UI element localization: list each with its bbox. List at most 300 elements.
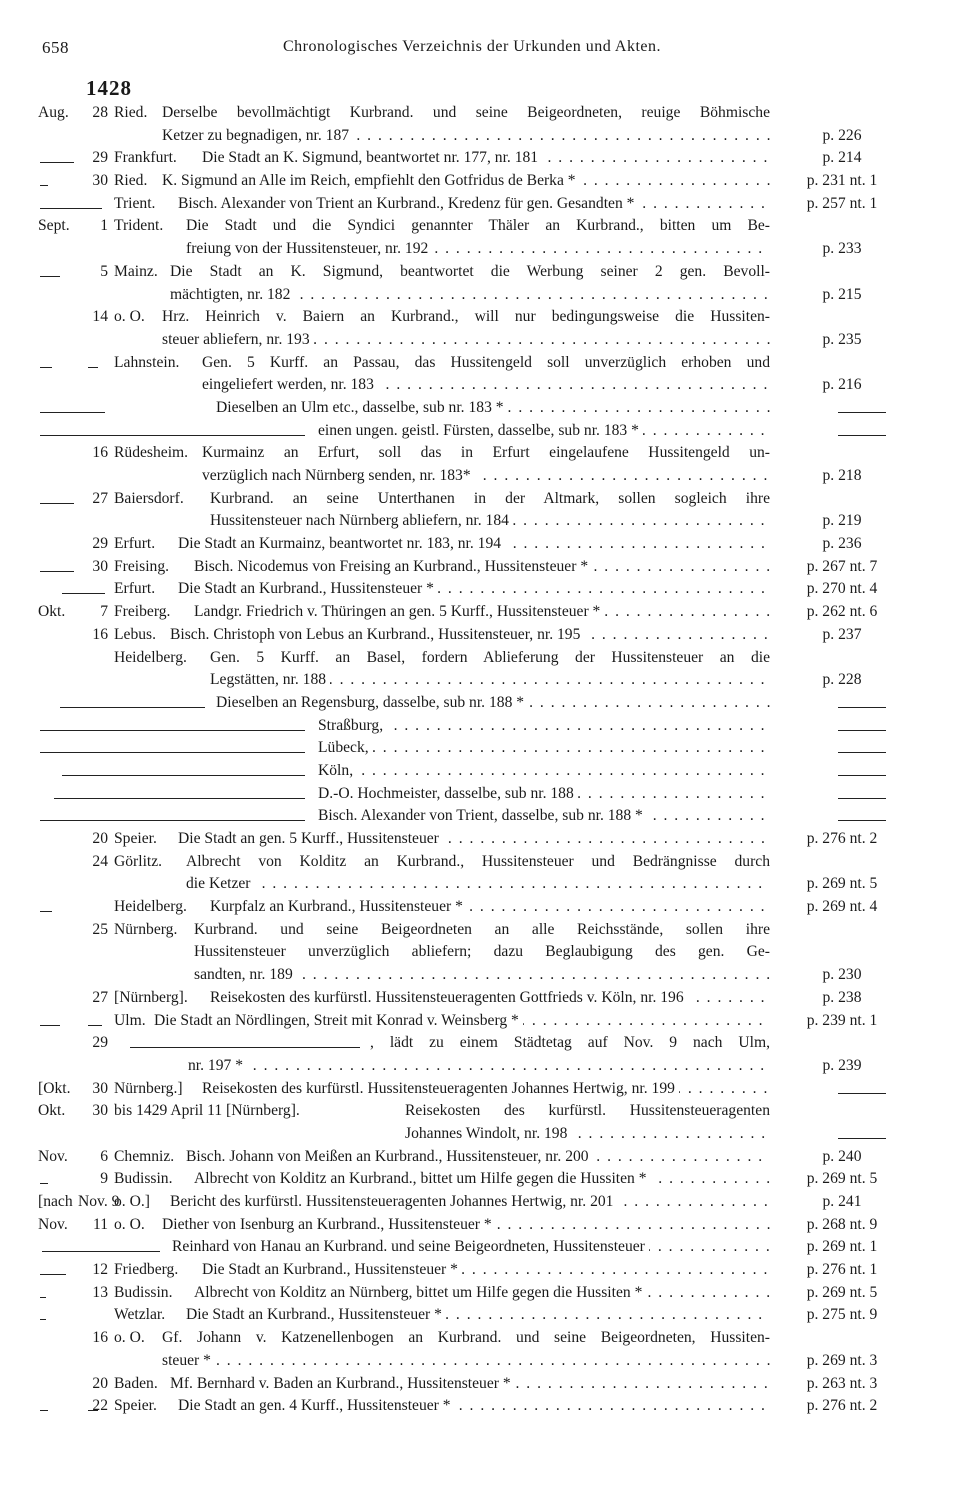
ditto-dash	[40, 730, 305, 731]
entry-text-run: Bisch. Alexander von Trient, dasselbe, sub nr. 188 *	[318, 807, 647, 824]
entry-place: Frankfurt.	[114, 149, 177, 167]
entry-place: Budissin.	[114, 1283, 173, 1301]
entry-text	[216, 692, 770, 715]
entry-text	[202, 1078, 770, 1101]
entry-line	[0, 284, 960, 307]
ditto-dash	[62, 775, 305, 776]
entry-text	[162, 329, 770, 352]
entry-line	[0, 1032, 960, 1055]
entry-day: 7	[100, 603, 108, 621]
entry-line	[0, 578, 960, 601]
entry-line	[0, 805, 960, 828]
entry-line	[0, 397, 960, 420]
entry-text: Gen. 5 Kurff. an Passau, das Hussitengeld soll unverzüglich erhoben und	[202, 353, 770, 371]
entry-text	[210, 896, 770, 919]
entry-text	[162, 1350, 770, 1373]
entry-text-run: Dieselben an Regensburg, dasselbe, sub nr. 188 *	[216, 694, 528, 711]
entry-day: 27	[92, 489, 108, 507]
entry-day: 16	[92, 1329, 108, 1347]
entry-line	[0, 601, 960, 624]
entry-day: 24	[92, 852, 108, 870]
entry-place: Baden.	[114, 1374, 158, 1392]
entry-line	[0, 737, 960, 760]
calendar-entry	[0, 1327, 960, 1372]
entry-day: 14	[92, 308, 108, 326]
entry-text	[202, 147, 770, 170]
entry-day: 29	[92, 149, 108, 167]
entry-text-run: sandten, nr. 189	[194, 966, 297, 983]
entry-place: bis 1429 April 11 [Nürnberg].	[114, 1102, 300, 1120]
entry-line	[0, 147, 960, 170]
calendar-entry	[0, 442, 960, 487]
entry-day: 16	[92, 444, 108, 462]
entry-text	[318, 760, 770, 783]
entry-text: Hussitensteuer unverzüglich abliefern; dazu Beglaubigung des gen. Ge-	[194, 943, 770, 961]
page-reference: p. 262 nt. 6	[806, 603, 878, 621]
entry-text-run: Die Stadt an Kurmainz, beantwortet nr. 183, nr. 194	[178, 535, 505, 552]
entry-text-run: K. Sigmund an Alle im Reich, empfiehlt den Gotfridus de Berka *	[162, 172, 580, 189]
entry-line	[0, 987, 960, 1010]
entry-day: 30	[92, 1079, 108, 1097]
entry-text: Gf. Johann v. Katzenellenbogen an Kurbrand. und seine Beigeordneten, Hussiten-	[162, 1329, 770, 1347]
entry-text	[318, 737, 770, 760]
entry-text-run: mächtigten, nr. 182	[170, 286, 294, 303]
entry-text	[202, 465, 770, 488]
page-reference: p. 269 nt. 5	[806, 1283, 878, 1301]
entry-place: Erfurt.	[114, 580, 156, 598]
entry-month: Okt.	[38, 603, 66, 621]
entry-line	[0, 374, 960, 397]
entry-text	[210, 669, 770, 692]
entry-line	[0, 647, 960, 670]
entry-line	[0, 896, 960, 919]
calendar-entry	[0, 397, 960, 420]
page-reference: p. 231 nt. 1	[806, 172, 878, 190]
entry-line	[0, 102, 960, 125]
calendar-entry	[0, 783, 960, 806]
entry-text	[210, 510, 770, 533]
entry-line	[0, 624, 960, 647]
entry-day: 29	[92, 1034, 108, 1052]
entry-text	[194, 1282, 770, 1305]
entry-line	[0, 1078, 960, 1101]
entry-line	[0, 1010, 960, 1033]
ditto-dash	[40, 820, 305, 821]
entry-text: Hrz. Heinrich v. Baiern an Kurbrand., will nur bedingungsweise die Hussiten-	[162, 308, 770, 326]
entry-day: 30	[92, 557, 108, 575]
ditto-dash	[54, 798, 305, 799]
ditto-dash	[40, 276, 60, 277]
entry-line	[0, 1123, 960, 1146]
entry-text-run: einen ungen. geistl. Fürsten, dasselbe, sub nr. 183 *	[318, 422, 643, 439]
calendar-entry	[0, 420, 960, 443]
entry-place: Rüdesheim.	[114, 444, 189, 462]
entry-line	[0, 442, 960, 465]
entry-text-run: Köln,	[318, 762, 357, 779]
calendar-entry	[0, 1032, 960, 1077]
entry-text	[170, 284, 770, 307]
calendar-entry	[0, 1304, 960, 1327]
entry-day: 11	[92, 1215, 108, 1233]
page-reference: p. 219	[822, 512, 862, 530]
calendar-entry	[0, 533, 960, 556]
entry-text-run: Johannes Windolt, nr. 198	[405, 1125, 571, 1142]
calendar-entry	[0, 737, 960, 760]
ditto-dash	[40, 1274, 66, 1275]
entry-month: Okt.	[38, 1102, 66, 1120]
entry-text-run: Albrecht von Kolditz an Nürnberg, bittet um Hilfe gegen die Hussiten *	[194, 1284, 646, 1301]
calendar-entry	[0, 1010, 960, 1033]
ditto-reference-dash	[838, 1093, 886, 1094]
entry-text	[318, 805, 770, 828]
page-reference: p. 269 nt. 5	[806, 1170, 878, 1188]
entry-day: 20	[92, 830, 108, 847]
entry-day: 1	[100, 217, 108, 235]
entry-line	[0, 533, 960, 556]
page-reference: p. 238	[822, 988, 862, 1006]
entry-text-run: Die Stadt an Kurbrand., Hussitensteuer *	[202, 1261, 462, 1278]
entry-place: Chemniz.	[114, 1147, 175, 1165]
ditto-dash	[42, 1251, 160, 1252]
ditto-reference-dash	[838, 435, 886, 436]
calendar-entry	[0, 715, 960, 738]
entry-line	[0, 306, 960, 329]
entry-text-run: D.-O. Hochmeister, dasselbe, sub nr. 188	[318, 785, 578, 802]
entry-place: Baiersdorf.	[114, 489, 184, 507]
year-heading: 1428	[86, 76, 132, 100]
entry-text-run: Die Stadt an Kurbrand., Hussitensteuer *	[178, 580, 438, 597]
entry-text	[170, 624, 770, 647]
ditto-dash	[40, 162, 74, 163]
entry-day: Nov. 9	[78, 1193, 120, 1210]
entry-place: Trient.	[114, 194, 156, 212]
ditto-dash	[40, 185, 48, 186]
entry-line	[0, 692, 960, 715]
entry-line	[0, 170, 960, 193]
page-reference: p. 276 nt. 2	[806, 1397, 878, 1415]
entry-text	[194, 556, 770, 579]
calendar-entry	[0, 170, 960, 193]
calendar-entry	[0, 1236, 960, 1259]
entry-day: 12	[92, 1261, 108, 1279]
entry-text-run: Kurpfalz an Kurbrand., Hussitensteuer *	[210, 898, 467, 915]
entry-text-run: Die Stadt an K. Sigmund, beantwortet nr. 177, nr. 181	[202, 149, 542, 166]
entry-text: Reisekosten des kurfürstl. Hussitensteueragenten	[405, 1102, 770, 1120]
calendar-entry	[0, 601, 960, 624]
page-reference: p. 269 nt. 5	[806, 875, 878, 893]
entry-line	[0, 919, 960, 942]
entry-month: [nach	[38, 1193, 73, 1210]
entry-line	[0, 1236, 960, 1259]
entry-line	[0, 1146, 960, 1169]
entry-line	[0, 873, 960, 896]
entry-line	[0, 420, 960, 443]
entry-text-run: Lübeck,	[318, 739, 373, 756]
ditto-reference-dash	[838, 775, 886, 776]
entry-text: Kurbrand. an seine Unterthanen in der Altmark, sollen sogleich ihre	[210, 489, 770, 507]
entry-text	[178, 193, 770, 216]
calendar-entry	[0, 193, 960, 216]
calendar-entry	[0, 1078, 960, 1101]
entry-text: , lädt zu einem Städtetag auf Nov. 9 nach Ulm,	[370, 1034, 770, 1052]
calendar-entry	[0, 147, 960, 170]
entry-text-run: Die Stadt an Nördlingen, Streit mit Konrad v. Weinsberg *	[154, 1012, 523, 1029]
calendar-entry	[0, 987, 960, 1010]
entry-text-run: Legstätten, nr. 188	[210, 671, 330, 688]
page-reference: p. 215	[822, 285, 862, 303]
page-reference: p. 276 nt. 1	[806, 1261, 878, 1279]
ditto-reference-dash	[838, 707, 886, 708]
entry-text-run: steuer *	[162, 1352, 215, 1369]
page-reference: p. 226	[822, 126, 862, 144]
ditto-dash	[88, 367, 98, 368]
ditto-dash	[40, 571, 74, 572]
entry-text	[318, 420, 770, 443]
entry-place: o. O.	[114, 1215, 145, 1233]
entry-place: o. O.]	[114, 1193, 150, 1210]
entry-line	[0, 964, 960, 987]
entry-text: Albrecht von Kolditz an Kurbrand., Hussitensteuer und Bedrängnisse durch	[186, 852, 770, 870]
entry-place: Lebus.	[114, 625, 157, 643]
entry-text	[178, 578, 770, 601]
entry-line	[0, 238, 960, 261]
entry-line	[0, 1100, 960, 1123]
entry-text	[194, 601, 770, 624]
ditto-dash	[60, 707, 205, 708]
entry-line	[0, 941, 960, 964]
entry-place: Freiberg.	[114, 603, 171, 621]
entry-line	[0, 1282, 960, 1305]
entry-line	[0, 1055, 960, 1078]
ditto-dash	[40, 1025, 60, 1026]
page-reference: p. 270 nt. 4	[806, 580, 878, 598]
entry-place: o. O.	[114, 1329, 145, 1347]
entry-day: 13	[92, 1283, 108, 1301]
ditto-reference-dash	[838, 752, 886, 753]
page-reference: p. 218	[822, 467, 862, 484]
entry-day: 9	[100, 1170, 108, 1188]
calendar-entry	[0, 261, 960, 306]
page-reference: p. 267 nt. 7	[806, 557, 878, 575]
entry-line	[0, 465, 960, 488]
calendar-entry	[0, 102, 960, 147]
entry-line	[0, 488, 960, 511]
calendar-entry	[0, 1168, 960, 1191]
entry-text	[318, 715, 770, 738]
page-header	[42, 38, 902, 60]
entry-place: Lahnstein.	[114, 353, 180, 371]
page-reference: p. 239	[822, 1056, 862, 1074]
calendar-entry	[0, 1395, 960, 1418]
page-reference: p. 239 nt. 1	[806, 1011, 878, 1029]
calendar-entry	[0, 851, 960, 896]
entry-text	[186, 873, 770, 896]
entry-text	[170, 1191, 770, 1214]
calendar-entry	[0, 1259, 960, 1282]
ditto-reference-dash	[838, 730, 886, 731]
entry-month: Nov.	[38, 1147, 68, 1165]
entry-month: Sept.	[38, 217, 70, 235]
page-reference: p. 235	[822, 330, 862, 348]
calendar-entry	[0, 896, 960, 919]
entry-place: Friedberg.	[114, 1261, 179, 1279]
entry-place: Heidelberg.	[114, 898, 187, 916]
entry-list	[0, 102, 960, 1418]
entry-line	[0, 329, 960, 352]
page-reference: p. 269 nt. 4	[806, 898, 878, 916]
calendar-entry	[0, 1191, 960, 1214]
calendar-entry	[0, 1146, 960, 1169]
calendar-entry	[0, 692, 960, 715]
entry-text-run: steuer abliefern, nr. 193	[162, 331, 314, 348]
entry-text-run: Die Stadt an Kurbrand., Hussitensteuer *	[186, 1306, 446, 1323]
entry-place: [Nürnberg].	[114, 988, 188, 1006]
entry-place: Wetzlar.	[114, 1306, 166, 1324]
entry-line	[0, 193, 960, 216]
page-reference: p. 237	[822, 625, 862, 643]
calendar-entry	[0, 556, 960, 579]
entry-text	[202, 374, 770, 397]
entry-place: Speier.	[114, 1397, 157, 1415]
calendar-entry	[0, 488, 960, 533]
ditto-reference-dash	[838, 798, 886, 799]
calendar-entry	[0, 624, 960, 647]
entry-line	[0, 669, 960, 692]
entry-text	[318, 783, 770, 806]
entry-place: Trident.	[114, 217, 164, 235]
entry-place: Mainz.	[114, 262, 158, 280]
entry-text: Die Stadt an K. Sigmund, beantwortet die Werbung seiner 2 gen. Bevoll-	[170, 262, 770, 280]
entry-text-run: Dieselben an Ulm etc., dasselbe, sub nr. 183 *	[216, 399, 508, 416]
page-reference: p. 228	[822, 671, 862, 689]
entry-text-run: Reinhard von Hanau an Kurbrand. und seine Beigeordneten, Hussitensteuer	[172, 1238, 649, 1255]
entry-place: Speier.	[114, 830, 157, 847]
page-reference: p. 241	[822, 1193, 862, 1210]
entry-text	[405, 1123, 770, 1146]
entry-text	[172, 1236, 770, 1259]
entry-text-run: nr. 197 *	[188, 1057, 247, 1074]
entry-text	[170, 1373, 770, 1396]
ditto-reference-dash	[838, 412, 886, 413]
entry-place: Görlitz.	[114, 852, 163, 870]
entry-text: Gen. 5 Kurff. an Basel, fordern Ablieferung der Hussitensteuer an die	[210, 648, 770, 666]
entry-text	[194, 964, 770, 987]
entry-line	[0, 1191, 960, 1214]
ditto-dash	[40, 911, 52, 912]
calendar-entry	[0, 215, 960, 260]
ditto-dash	[40, 208, 102, 209]
entry-text	[216, 397, 770, 420]
entry-text	[194, 1168, 770, 1191]
entry-text: Die Stadt und die Syndici genannter Thäler an Kurbrand., bitten um Be-	[186, 217, 770, 235]
calendar-entry	[0, 1282, 960, 1305]
ditto-dash	[40, 435, 305, 436]
calendar-entry	[0, 760, 960, 783]
entry-text	[186, 238, 770, 261]
entry-text-run: eingeliefert werden, nr. 183	[202, 376, 378, 393]
entry-text	[210, 987, 770, 1010]
entry-line	[0, 125, 960, 148]
ditto-dash	[88, 1025, 102, 1026]
ditto-dash	[40, 412, 105, 413]
entry-place: Nürnberg.	[114, 920, 178, 938]
entry-line	[0, 851, 960, 874]
page-number: 658	[42, 38, 69, 57]
ditto-reference-dash	[838, 1138, 886, 1139]
entry-text	[178, 828, 770, 851]
entry-line	[0, 828, 960, 851]
page-reference: p. 240	[822, 1147, 862, 1165]
calendar-entry	[0, 1373, 960, 1396]
page-reference: p. 257 nt. 1	[806, 194, 878, 212]
entry-text: Derselbe bevollmächtigt Kurbrand. und seine Beigeordneten, reuige Böhmische	[162, 104, 770, 121]
entry-text	[186, 1304, 770, 1327]
entry-text-run: Straßburg,	[318, 717, 387, 734]
calendar-entry	[0, 352, 960, 397]
entry-place: Nürnberg.]	[114, 1079, 183, 1097]
entry-day: 20	[92, 1374, 108, 1392]
ditto-dash	[40, 1319, 46, 1320]
ditto-dash	[40, 367, 52, 368]
ditto-dash	[62, 593, 105, 594]
entry-day: 30	[92, 1102, 108, 1120]
entry-text-run: Bisch. Johann von Meißen an Kurbrand., Hussitensteuer, nr. 200	[186, 1148, 593, 1165]
entry-text	[186, 1146, 770, 1169]
entry-day: 16	[92, 625, 108, 643]
entry-line	[0, 261, 960, 284]
calendar-entry	[0, 1100, 960, 1145]
calendar-entry	[0, 1214, 960, 1237]
entry-line	[0, 510, 960, 533]
entry-month: [Okt.	[38, 1079, 71, 1097]
entry-text-run: Landgr. Friedrich v. Thüringen an gen. 5 Kurff., Hussitensteuer *	[194, 603, 604, 620]
entry-text	[162, 1214, 770, 1237]
ditto-dash	[40, 752, 305, 753]
entry-place: o. O.	[114, 308, 145, 326]
page-reference: p. 276 nt. 2	[806, 830, 878, 847]
entry-line	[0, 352, 960, 375]
page-reference: p. 230	[822, 966, 862, 984]
entry-text: Kurmainz an Erfurt, soll das in Erfurt eingelaufene Hussitengeld un-	[202, 444, 770, 462]
calendar-entry	[0, 647, 960, 692]
entry-line	[0, 1373, 960, 1396]
page-reference: p. 233	[822, 240, 862, 258]
entry-text-run: Albrecht von Kolditz an Kurbrand., bittet um Hilfe gegen die Hussiten *	[194, 1170, 651, 1187]
entry-text	[178, 1395, 770, 1418]
entry-day: 25	[92, 920, 108, 938]
entry-line	[0, 556, 960, 579]
entry-line	[0, 1327, 960, 1350]
entry-month: Nov.	[38, 1215, 68, 1233]
entry-day: 28	[92, 104, 108, 121]
entry-place: Heidelberg.	[114, 648, 187, 666]
entry-text-run: die Ketzer	[186, 875, 255, 892]
page-reference: p. 216	[822, 376, 862, 394]
entry-text-run: verzüglich nach Nürnberg senden, nr. 183*	[202, 467, 475, 484]
entry-line	[0, 1168, 960, 1191]
ditto-dash	[40, 503, 74, 504]
entry-line	[0, 1350, 960, 1373]
page-reference: p. 269 nt. 3	[806, 1351, 878, 1369]
entry-month: Aug.	[38, 104, 69, 121]
calendar-entry	[0, 578, 960, 601]
entry-text-run: Bisch. Nicodemus von Freising an Kurbrand., Hussitensteuer *	[194, 558, 592, 575]
page-reference: p. 268 nt. 9	[806, 1215, 878, 1233]
entry-text-run: Bisch. Christoph von Lebus an Kurbrand., Hussitensteuer, nr. 195	[170, 626, 584, 643]
page-reference: p. 269 nt. 1	[806, 1238, 878, 1256]
entry-line	[0, 1395, 960, 1418]
calendar-entry	[0, 828, 960, 851]
